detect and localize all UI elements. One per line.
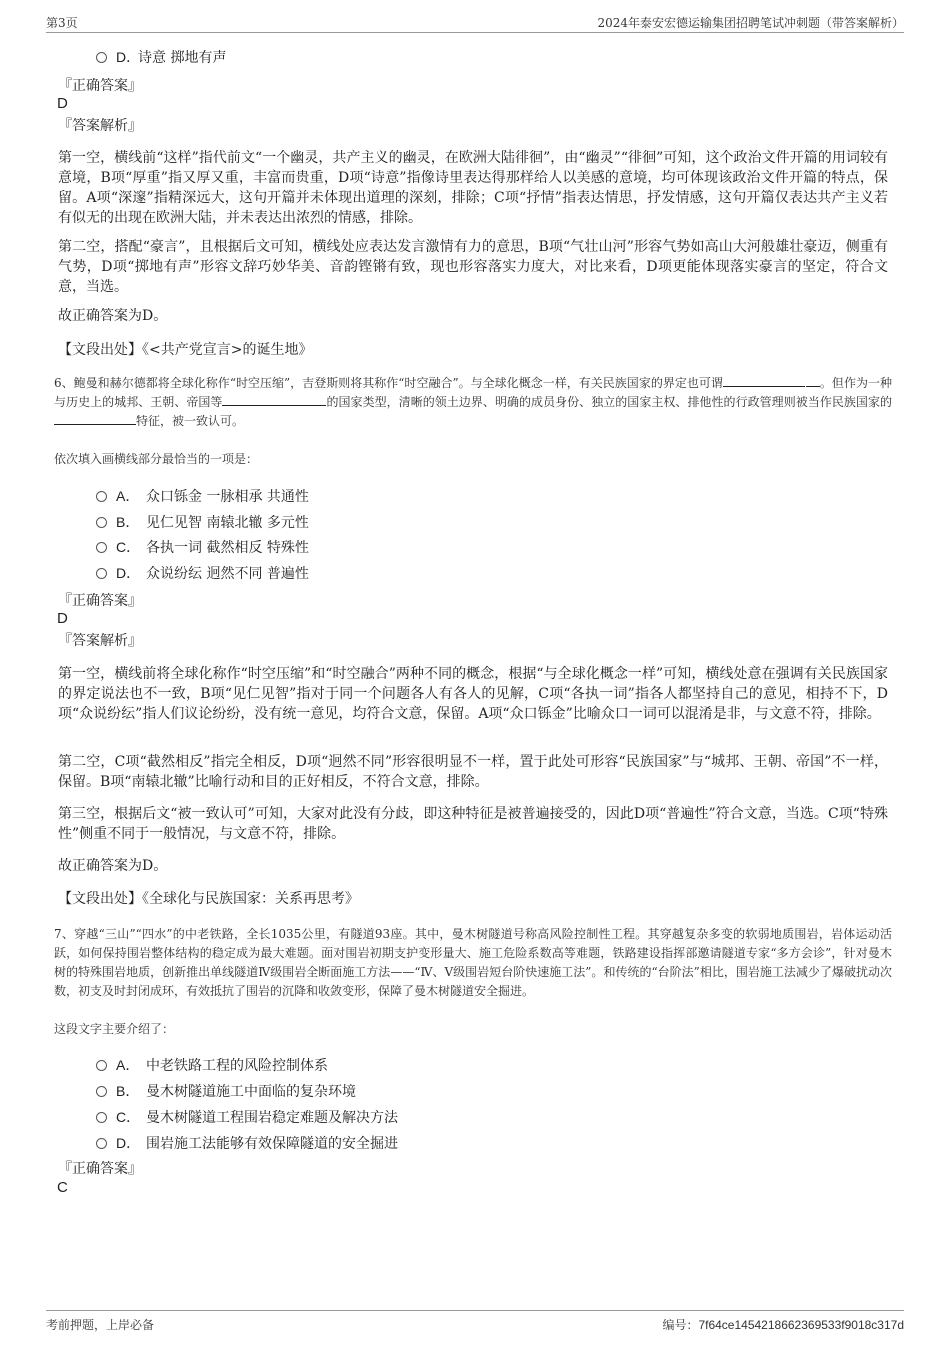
code-value: 7f64ce1454218662369533f9018c317d (698, 1318, 904, 1332)
option-letter: C． (116, 539, 141, 555)
footer-slogan: 考前押题，上岸必备 (46, 1318, 155, 1332)
answer-label: 『正确答案』 (58, 593, 142, 609)
option-letter: B． (116, 1083, 140, 1099)
answer-value: D (57, 95, 68, 112)
radio-icon[interactable] (96, 1138, 107, 1149)
stem-text: 特征，被一致认可。 (136, 414, 245, 428)
answer-value: D (57, 610, 68, 627)
option-text: 中老铁路工程的风险控制体系 (146, 1058, 328, 1074)
blank (54, 412, 136, 425)
radio-icon[interactable] (96, 542, 107, 553)
radio-icon[interactable] (96, 1086, 107, 1097)
question-stem: 7、穿越“三山”“四水”的中老铁路，全长1035公里，有隧道93座。其中，曼木树隧道号称高风险控制性工程。其穿越复杂多变的软弱地质围岩，岩体运动活跃，如何保持围岩整体结构的稳定成为最大难题。面对围岩初期支护变形量大、施工危险系数高等难题，铁路建设指挥部邀请隧道专家“多方会诊”，针对曼木树的特殊围岩地质，创新推出单线隧道Ⅳ级围岩全断面施工方法——“Ⅳ、Ⅴ级围岩短台阶快速施工法”。和传统的“台阶法”相比，围岩施工法减少了爆破扰动次数，初支及时封闭成环，有效抵抗了围岩的沉降和收敛变形，保障了曼木树隧道安全掘进。 (54, 927, 892, 998)
code-label: 编号： (662, 1318, 699, 1332)
page-header (46, 12, 904, 33)
analysis-paragraph: 第三空，根据后文“被一致认可”可知，大家对此没有分歧，即这种特征是被普遍接受的，因此D项“普遍性”符合文意，当选。C项“特殊性”侧重不同于一般情况，与文意不符，排除。 (58, 806, 888, 842)
source-citation: 【文段出处】《<共产党宣言>的诞生地》 (58, 342, 313, 358)
option-letter: A． (116, 1057, 140, 1073)
analysis-label: 『答案解析』 (58, 118, 142, 134)
blank (806, 374, 820, 387)
analysis-paragraph: 第二空，C项“截然相反”指完全相反，D项“迥然不同”形容很明显不一样，置于此处可形容“民族国家”与“城邦、王朝、帝国”不一样，保留。B项“南辕北辙”比喻行动和目的正好相反，不符合文意，排除。 (58, 754, 888, 790)
radio-icon[interactable] (96, 52, 107, 63)
option-d[interactable] (96, 48, 226, 67)
answer-value: C (57, 1179, 68, 1196)
analysis-paragraph: 第一空，横线前“这样”指代前文“一个幽灵，共产主义的幽灵，在欧洲大陆徘徊”，由“幽灵”“徘徊”可知，这个政治文件开篇的用词较有意境，B项“厚重”指又厚又重，丰富而贵重，D项“诗意”指像诗里表达得那样给人以美感的意境，均可体现该政治文件开篇的特点，保留。A项“深邃”指精深远大，这句开篇并未体现出道理的深刻，排除；C项“抒情”指表达情思，抒发情感，这句开篇仅表达共产主义若有似无的出现在欧洲大陆，并未表达出浓烈的情感，排除。 (58, 150, 888, 226)
blank (723, 374, 805, 387)
conclusion: 故正确答案为D。 (58, 858, 168, 874)
source-citation: 【文段出处】《全球化与民族国家：关系再思考》 (58, 891, 359, 907)
option-text: 众口铄金 一脉相承 共通性 (146, 489, 309, 505)
option-text: 各执一词 截然相反 特殊性 (146, 540, 309, 556)
option-b[interactable] (96, 513, 309, 532)
answer-label: 『正确答案』 (58, 1161, 142, 1177)
conclusion: 故正确答案为D。 (58, 308, 168, 324)
page-number: 第3页 (46, 16, 78, 30)
radio-icon[interactable] (96, 568, 107, 579)
option-letter: A． (116, 488, 140, 504)
option-c[interactable] (96, 1108, 398, 1127)
option-text: 曼木树隧道施工中面临的复杂环境 (146, 1084, 356, 1100)
option-letter: D． (116, 49, 141, 65)
option-d[interactable] (96, 1134, 398, 1153)
option-letter: D． (116, 565, 141, 581)
option-a[interactable] (96, 487, 309, 506)
option-b[interactable] (96, 1082, 356, 1101)
option-letter: C． (116, 1109, 141, 1125)
question-prompt: 依次填入画横线部分最恰当的一项是： (54, 452, 259, 466)
radio-icon[interactable] (96, 1112, 107, 1123)
question-stem (54, 374, 892, 431)
radio-icon[interactable] (96, 1060, 107, 1071)
radio-icon[interactable] (96, 491, 107, 502)
analysis-paragraph: 第一空，横线前将全球化称作“时空压缩”和“时空融合”两种不同的概念，根据“与全球化概念一样”可知，横线处意在强调有关民族国家的界定说法也不一致，B项“见仁见智”指对于同一个问题各人有各人的见解，C项“各执一词”指各人都坚持自己的意见，相持不下，D项“众说纷纭”指人们议论纷纷，没有统一意见，均符合文意，保留。A项“众口铄金”比喻众口一词可以混淆是非，与文意不符，排除。 (58, 666, 888, 722)
stem-text: 的国家类型，清晰的领土边界、明确的成员身份、独立的国家主权、排他性的行政管理则被当作民族国家的 (326, 395, 892, 409)
analysis-label: 『答案解析』 (58, 633, 142, 649)
document-title: 2024年泰安宏德运输集团招聘笔试冲刺题（带答案解析） (597, 16, 904, 30)
stem-text: 6、鲍曼和赫尔德都将全球化称作“时空压缩”，吉登斯则将其称作“时空融合”。与全球化概念一样，有关民族国家的界定也可谓 (54, 376, 723, 390)
option-text: 众说纷纭 迥然不同 普遍性 (146, 566, 309, 582)
radio-icon[interactable] (96, 517, 107, 528)
option-letter: D． (116, 1135, 141, 1151)
option-text: 诗意 掷地有声 (138, 50, 227, 66)
document-code (662, 1316, 904, 1333)
option-letter: B． (116, 514, 140, 530)
option-d[interactable] (96, 564, 309, 583)
option-text: 见仁见智 南辕北辙 多元性 (146, 515, 309, 531)
option-text: 围岩施工法能够有效保障隧道的安全掘进 (146, 1136, 398, 1152)
analysis-paragraph: 第二空，搭配“豪言”，且根据后文可知，横线处应表达发言激情有力的意思，B项“气壮山河”形容气势如高山大河般雄壮豪迈，侧重有气势，D项“掷地有声”形容文辞巧妙华美、音韵铿锵有致，现也形容落实力度大，对比来看，D项更能体现落实豪言的坚定，符合文意，当选。 (58, 239, 888, 295)
option-c[interactable] (96, 538, 309, 557)
blank (222, 393, 326, 406)
option-text: 曼木树隧道工程围岩稳定难题及解决方法 (146, 1110, 398, 1126)
stem-text: 。但作为一种与历史上的城邦、王朝、帝国等 (54, 376, 892, 409)
answer-label: 『正确答案』 (58, 78, 142, 94)
page-footer (46, 1310, 904, 1335)
option-a[interactable] (96, 1056, 328, 1075)
question-prompt: 这段文字主要介绍了： (54, 1022, 175, 1036)
